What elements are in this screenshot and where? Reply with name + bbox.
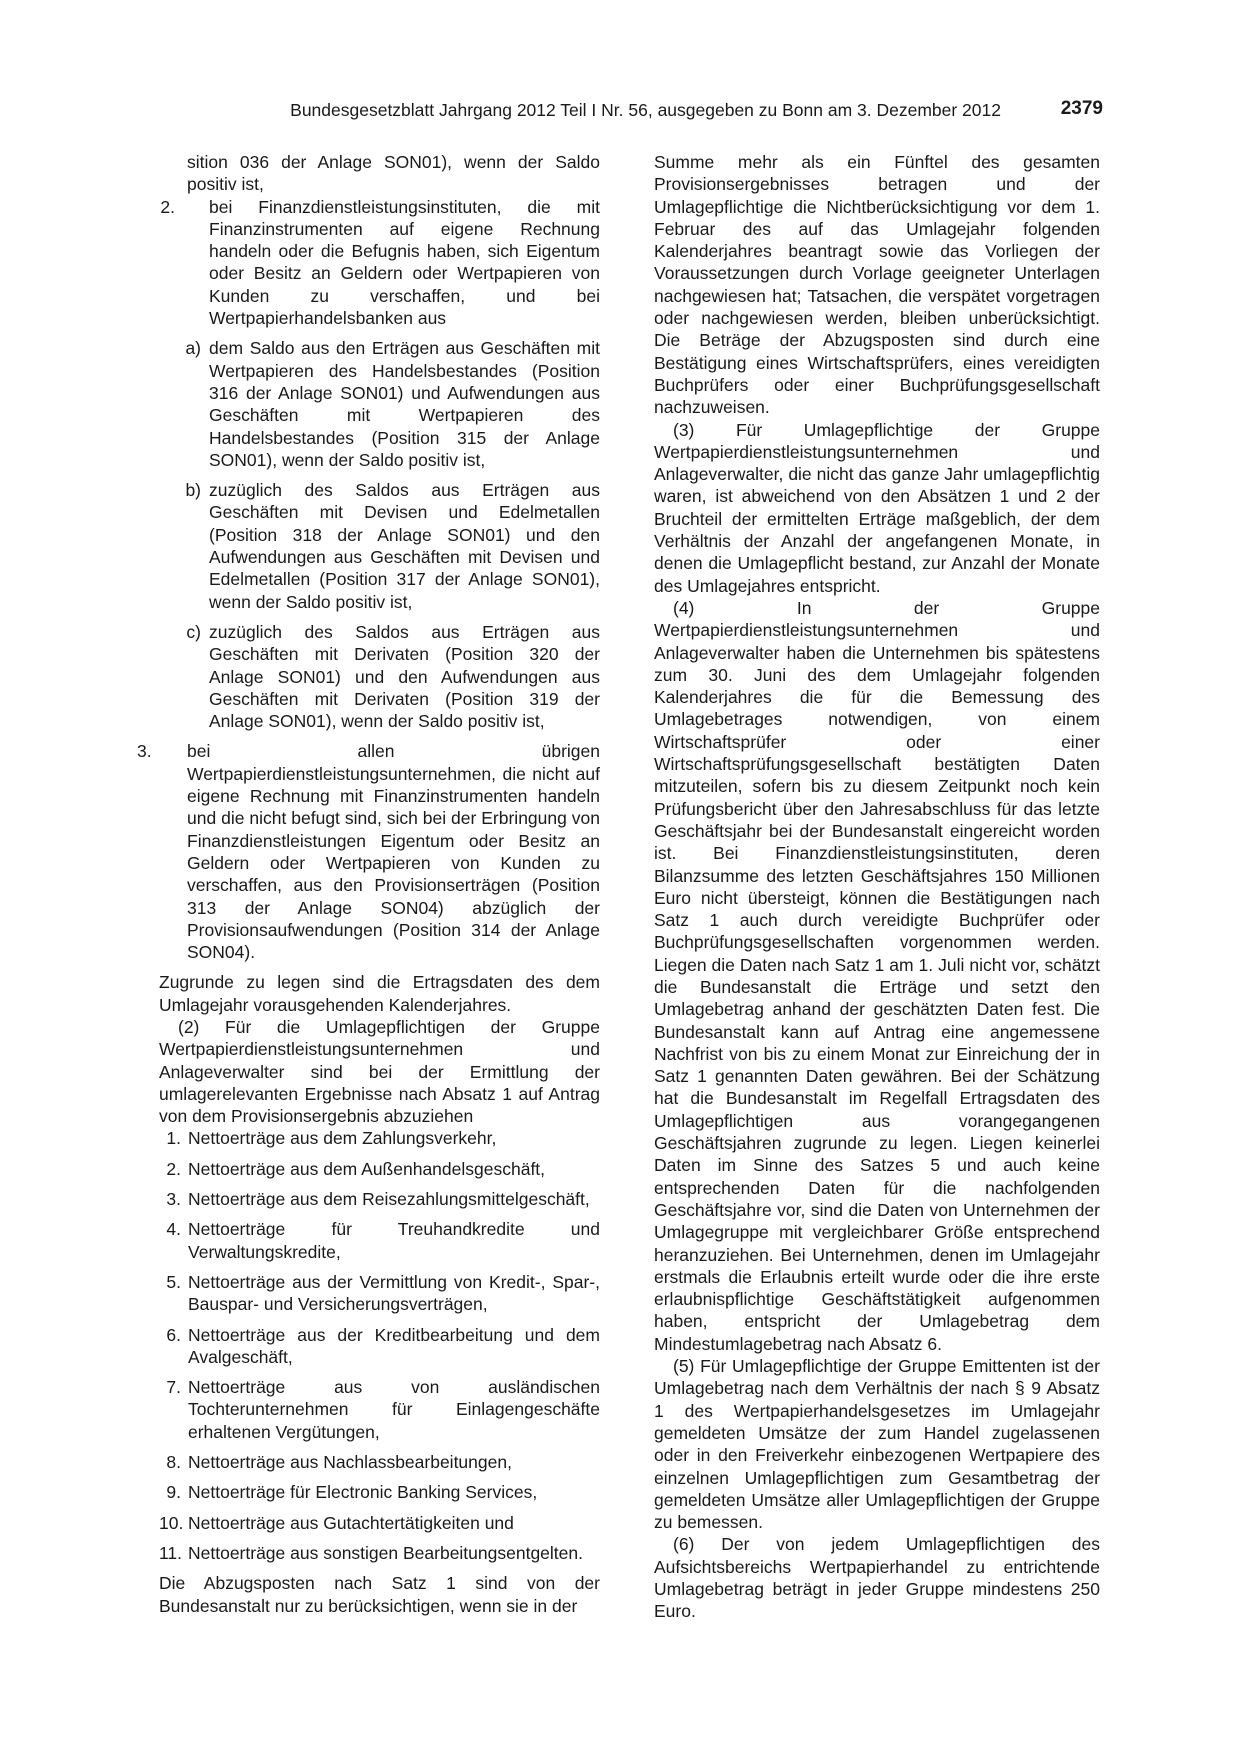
continued-item-text: sition 036 der Anlage SON01), wenn der Saldo positiv ist, (187, 152, 600, 195)
paragraph-2: (2) Für die Umlagepflichtigen der Gruppe Wertpapierdienstleistungsunternehmen und Anlageverwalter sind bei der Ermittlung der umlagerelevanten Ergebnisse nach Absatz 1 auf Antrag von dem Provisionsergebnis abzuziehen (159, 1016, 600, 1127)
list-item (159, 1451, 600, 1473)
item-text: Nettoerträge aus dem Reisezahlungsmittelgeschäft, (188, 1189, 590, 1210)
list-item (159, 1188, 600, 1210)
list-item (159, 1218, 600, 1263)
sub-item-text: dem Saldo aus den Erträgen aus Geschäften mit Wertpapieren des Handelsbestandes (Position 316 der Anlage SON01) und Aufwendungen aus Geschäften mit Wertpapieren des Handelsbestandes (Position 315 der Anlage SON01), wenn der Saldo positiv ist, (209, 338, 600, 470)
page-header (0, 100, 1241, 130)
closing-paragraph: Die Abzugsposten nach Satz 1 sind von der Bundesanstalt nur zu berücksichtigen, wenn sie in der (159, 1573, 600, 1616)
item-marker: 2. (160, 196, 175, 217)
item-marker: 1. (166, 1128, 181, 1149)
item-text: Nettoerträge aus der Kreditbearbeitung und dem Avalgeschäft, (188, 1324, 600, 1367)
list-item (159, 1158, 600, 1180)
item-marker: 10. (159, 1512, 184, 1533)
item-marker: 3. (166, 1189, 181, 1210)
list-item (159, 1324, 600, 1369)
item-text: Nettoerträge aus dem Außenhandelsgeschäft, (188, 1158, 546, 1179)
sub-item-a (161, 337, 600, 471)
left-column (137, 151, 600, 1617)
gazette-title: Bundesgesetzblatt Jahrgang 2012 Teil I Nr. 56, ausgegeben zu Bonn am 3. Dezember 2012 (290, 100, 1001, 120)
sub-item-marker: c) (186, 621, 201, 642)
item-text: Nettoerträge für Treuhandkredite und Verwaltungskredite, (188, 1219, 600, 1262)
sub-item-marker: b) (185, 480, 201, 501)
list-item (159, 1542, 600, 1564)
closing-paragraph: Zugrunde zu legen sind die Ertragsdaten des dem Umlagejahr vorausgehenden Kalenderjahres. (159, 972, 600, 1015)
item-text: Nettoerträge aus dem Zahlungsverkehr, (188, 1128, 497, 1149)
paragraph-6: (6) Der von jedem Umlagepflichtigen des Aufsichtsbereichs Wertpapierhandel zu entrichtende Umlagebetrag beträgt in jeder Gruppe mindestens 250 Euro. (654, 1534, 1100, 1622)
item-marker: 11. (159, 1542, 183, 1563)
item-marker: 2. (166, 1158, 181, 1179)
list-item (159, 1512, 600, 1534)
sub-item-marker: a) (185, 338, 201, 359)
list-item (159, 1481, 600, 1503)
sub-item-c (161, 621, 600, 732)
paragraph-5: (5) Für Umlagepflichtige der Gruppe Emittenten ist der Umlagebetrag nach dem Verhältnis der nach § 9 Absatz 1 des Wertpapierhandelsgesetzes im Umlagejahr gemeldeten Umsätze der zum Handel zugelassenen oder in den Freiverkehr einbezogenen Wertpapiere des einzelnen Umlagepflichtigen zum Gesamtbetrag der gemeldeten Umsätze aller Umlagepflichtigen der Gruppe zu bemessen. (654, 1356, 1100, 1533)
sub-item-text: zuzüglich des Saldos aus Erträgen aus Geschäften mit Derivaten (Position 320 der Anlage SON01) und den Aufwendungen aus Geschäften mit Derivaten (Position 319 der Anlage SON01), wenn der Saldo positiv ist, (209, 621, 600, 732)
item-text: bei allen übrigen Wertpapierdienstleistungsunternehmen, die nicht auf eigene Rechnung mit Finanzinstrumenten handeln und die nicht befugt sind, sich bei der Erbringung von Finanzdienstleistungen Eigentum oder Besitz an Geldern oder Wertpapieren von Kunden zu verschaffen, aus den Provisionserträgen (Position 313 der Anlage SON04) abzüglich der Provisionsaufwendungen (Position 314 der Anlage SON04). (187, 741, 600, 963)
list-item (159, 1376, 600, 1443)
paragraph-4: (4) In der Gruppe Wertpapierdienstleistungsunternehmen und Anlageverwalter haben die Unternehmen bis spätestens zum 30. Juni des dem Umlagejahr folgenden Kalenderjahres die für die Bemessung des Umlagebetrages notwendigen, von einem Wirtschaftsprüfer oder einer Wirtschaftsprüfungsgesellschaft bestätigten Daten mitzuteilen, sofern bis zu diesem Zeitpunkt noch kein Prüfungsbericht über den Jahresabschluss für das letzte Geschäftsjahr bei der Bundesanstalt eingereicht worden ist. Bei Finanzdienstleistungsinstituten, deren Bilanzsumme des letzten Geschäftsjahres 150 Millionen Euro nicht übersteigt, können die Bestätigungen nach Satz 1 auch durch vereidigte Buchprüfer oder Buchprüfungsgesellschaften vorgenommen werden. Liegen die Daten nach Satz 1 am 1. Juli nicht vor, schätzt die Bundesanstalt die Erträge und setzt den Umlagebetrag anhand der geschätzten Daten fest. Die Bundesanstalt kann auf Antrag eine angemessene Nachfrist von bis zu einem Monat zur Einreichung der in Satz 1 genannten Daten gewähren. Bei der Schätzung hat die Bundesanstalt im Regelfall Ertragsdaten des Umlagepflichtigen aus vorangegangenen Geschäftsjahren zugrunde zu legen. Liegen keinerlei Daten im Sinne des Satzes 5 und auch keine entsprechenden Daten für die nachfolgenden Geschäftsjahre vor, sind die Daten von Unternehmen der Umlagegruppe mit vergleichbarer Größe entsprechend heranzuziehen. Bei Unternehmen, denen im Umlagejahr erstmals die Erlaubnis erteilt wurde oder die ihre erste erlaubnispflichtige Geschäftstätigkeit aufgenommen haben, entspricht der Umlagebetrag dem Mindestumlagebetrag nach Absatz 6. (654, 597, 1100, 1354)
list-item (159, 196, 600, 330)
list-item (159, 1127, 600, 1149)
item-marker: 4. (166, 1219, 181, 1240)
page-number: 2379 (1060, 98, 1103, 119)
item-text: bei Finanzdienstleistungsinstituten, die mit Finanzinstrumenten auf eigene Rechnung handeln oder die Befugnis haben, sich Eigentum oder Besitz an Geldern oder Wertpapieren von Kunden zu verschaffen, und bei Wertpapierhandelsbanken aus (209, 196, 600, 329)
item-text: Nettoerträge aus sonstigen Bearbeitungsentgelten. (188, 1542, 583, 1563)
item-marker: 9. (166, 1482, 181, 1503)
item-text: Nettoerträge aus Gutachtertätigkeiten und (188, 1512, 514, 1533)
item-marker: 7. (166, 1377, 181, 1398)
list-item (159, 1271, 600, 1316)
sub-item-text: zuzüglich des Saldos aus Erträgen aus Geschäften mit Devisen und Edelmetallen (Position 318 der Anlage SON01) und den Aufwendungen aus Geschäften mit Devisen und Edelmetallen (Position 317 der Anlage SON01), wenn der Saldo positiv ist, (209, 480, 600, 612)
item-text: Nettoerträge aus Nachlassbearbeitungen, (188, 1452, 512, 1473)
sub-item-b (161, 479, 600, 613)
list-item (137, 740, 600, 963)
deduction-list (159, 1127, 600, 1564)
item-marker: 6. (166, 1324, 181, 1345)
item-marker: 5. (166, 1271, 181, 1292)
item-marker: 3. (137, 741, 152, 762)
item-marker: 8. (166, 1452, 181, 1473)
item-text: Nettoerträge aus von ausländischen Tochterunternehmen für Einlagengeschäfte erhaltenen Vergütungen, (188, 1377, 600, 1442)
paragraph-3: (3) Für Umlagepflichtige der Gruppe Wertpapierdienstleistungsunternehmen und Anlageverwalter, die nicht das ganze Jahr umlagepflichtig waren, ist abweichend von den Absätzen 1 und 2 der Bruchteil der ermittelten Erträge maßgeblich, der dem Verhältnis der Anzahl der angefangenen Monate, in denen die Umlagepflicht bestand, zur Anzahl der Monate des Umlagejahres entspricht. (654, 419, 1100, 596)
right-column (654, 151, 1100, 1623)
item-text: Nettoerträge für Electronic Banking Services, (188, 1482, 538, 1503)
item-text: Nettoerträge aus der Vermittlung von Kredit-, Spar-, Bauspar- und Versicherungsverträgen, (188, 1271, 600, 1315)
continued-paragraph: Summe mehr als ein Fünftel des gesamten Provisionsergebnisses betragen und der Umlagepflichtige die Nichtberücksichtigung vor dem 1. Februar des auf das Umlagejahr folgenden Kalenderjahres beantragt sowie das Vorliegen der Voraussetzungen durch Vorlage geeigneter Unterlagen nachgewiesen hat; Tatsachen, die verspätet vorgetragen oder nachgewiesen werden, bleiben unberücksichtigt. Die Beträge der Abzugsposten sind durch eine Bestätigung eines Wirtschaftsprüfers, eines vereidigten Buchprüfers oder einer Buchprüfungsgesellschaft nachzuweisen. (654, 152, 1100, 418)
